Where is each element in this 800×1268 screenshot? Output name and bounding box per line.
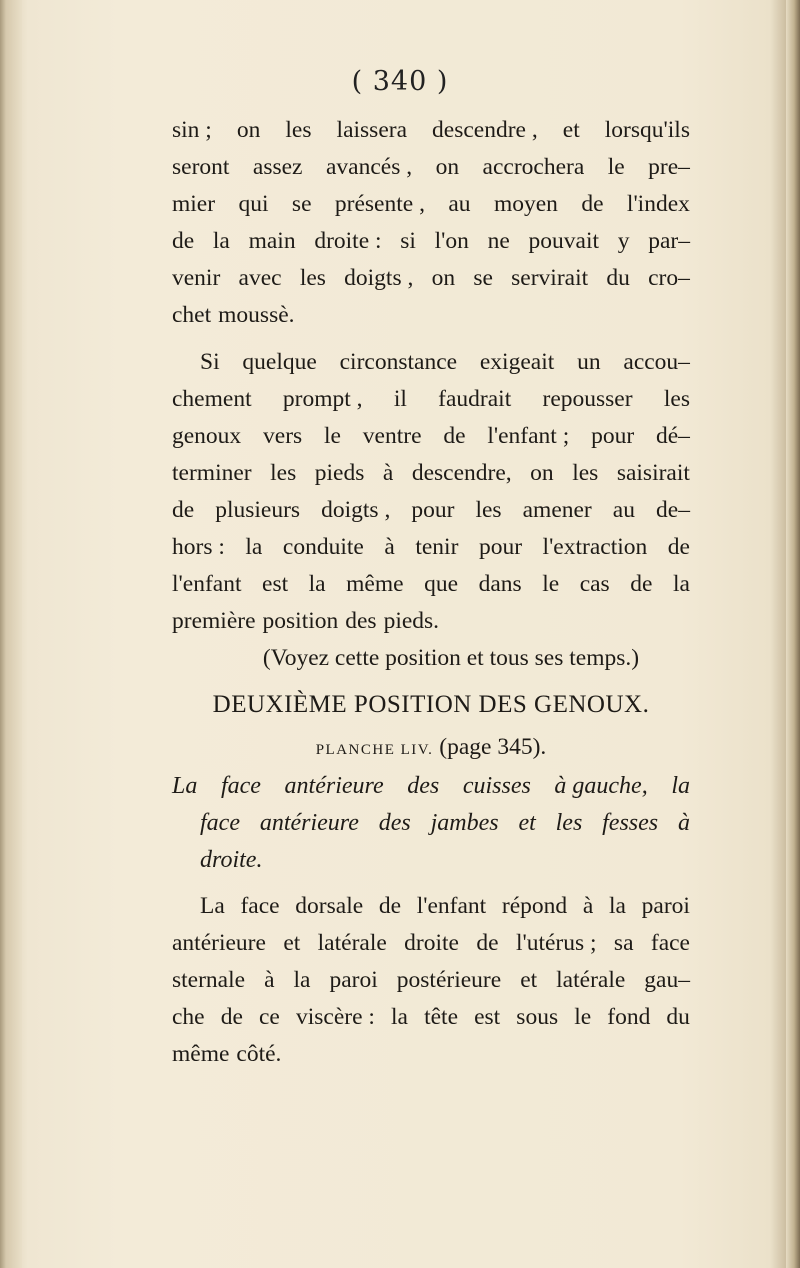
word: La bbox=[172, 773, 198, 799]
page-right-edge bbox=[786, 0, 800, 1268]
word: fesses bbox=[602, 810, 659, 836]
text-line bbox=[172, 1036, 690, 1073]
word: les bbox=[555, 810, 583, 836]
word: pouvait bbox=[528, 228, 600, 254]
word: il bbox=[393, 386, 407, 412]
word: viscère : bbox=[295, 1004, 375, 1030]
word: présente , bbox=[334, 191, 425, 217]
word: et bbox=[283, 930, 301, 956]
word: la bbox=[391, 1004, 408, 1030]
word: face bbox=[220, 773, 261, 799]
text-line bbox=[172, 455, 690, 492]
word: sous bbox=[516, 1004, 559, 1030]
word: droite : bbox=[314, 228, 382, 254]
word: la bbox=[245, 534, 263, 560]
word: par– bbox=[648, 228, 690, 254]
page-body bbox=[172, 112, 690, 1073]
word: accou– bbox=[623, 349, 690, 375]
text-line bbox=[172, 566, 690, 603]
word: droite. bbox=[200, 847, 263, 873]
italic-description bbox=[172, 767, 690, 878]
word: vers bbox=[263, 423, 303, 449]
word: le bbox=[574, 1004, 592, 1030]
page-number: ( 340 ) bbox=[351, 66, 449, 97]
word: la bbox=[293, 967, 311, 993]
page-reference: (page 345). bbox=[439, 734, 547, 760]
word: au bbox=[612, 497, 635, 523]
word: et bbox=[518, 810, 536, 836]
word: tête bbox=[424, 1004, 458, 1030]
word: de bbox=[220, 1004, 243, 1030]
text-line bbox=[172, 767, 690, 804]
word: hors : bbox=[172, 534, 225, 560]
word: ne bbox=[487, 228, 510, 254]
word: avec bbox=[238, 265, 282, 291]
word: des bbox=[378, 810, 411, 836]
word: dans bbox=[478, 571, 522, 597]
word: de bbox=[443, 423, 466, 449]
word: fond bbox=[607, 1004, 651, 1030]
word: descendre , bbox=[432, 117, 538, 143]
paragraph-2 bbox=[172, 344, 690, 640]
word: sa bbox=[613, 930, 634, 956]
see-note: (Voyez cette position et tous ses temps.) bbox=[262, 645, 640, 671]
word: la bbox=[671, 773, 690, 799]
text-line bbox=[172, 603, 690, 640]
word: du bbox=[666, 1004, 690, 1030]
word: de bbox=[378, 893, 402, 919]
word: la bbox=[212, 228, 230, 254]
word: à bbox=[384, 534, 395, 560]
word: droite bbox=[404, 930, 459, 956]
text-line bbox=[172, 260, 690, 297]
word: si bbox=[400, 228, 416, 254]
word: est bbox=[474, 1004, 501, 1030]
word: face bbox=[650, 930, 690, 956]
word: à bbox=[582, 893, 594, 919]
text-line bbox=[172, 186, 690, 223]
word: de bbox=[172, 497, 195, 523]
word: première bbox=[172, 608, 256, 634]
word: cro– bbox=[648, 265, 690, 291]
word: le bbox=[324, 423, 341, 449]
word: repousser bbox=[542, 386, 633, 412]
plate-reference bbox=[172, 727, 690, 767]
word: y bbox=[617, 228, 630, 254]
word: main bbox=[248, 228, 296, 254]
word: on bbox=[431, 265, 456, 291]
word: ventre bbox=[362, 423, 422, 449]
word: faudrait bbox=[438, 386, 512, 412]
word: accrochera bbox=[482, 154, 585, 180]
word: des bbox=[407, 773, 440, 799]
word: cas bbox=[579, 571, 610, 597]
word: dorsale bbox=[295, 893, 364, 919]
word: l'extraction bbox=[542, 534, 648, 560]
word: à bbox=[382, 460, 394, 486]
word: moyen bbox=[493, 191, 558, 217]
word: à bbox=[677, 810, 690, 836]
word: terminer bbox=[172, 460, 252, 486]
word: face bbox=[240, 893, 280, 919]
word: l'enfant bbox=[172, 571, 242, 597]
word: servirait bbox=[511, 265, 589, 291]
word: l'enfant ; bbox=[487, 423, 570, 449]
word: à gauche, bbox=[554, 773, 648, 799]
word: pieds bbox=[314, 460, 365, 486]
word: doigts , bbox=[344, 265, 414, 291]
word: la bbox=[308, 571, 326, 597]
text-line bbox=[172, 344, 690, 381]
word: saisirait bbox=[616, 460, 690, 486]
word: pour bbox=[478, 534, 523, 560]
text-line bbox=[172, 999, 690, 1036]
text-line bbox=[172, 418, 690, 455]
word: l'utérus ; bbox=[515, 930, 597, 956]
text-line bbox=[172, 492, 690, 529]
word: pour bbox=[411, 497, 455, 523]
word: che bbox=[172, 1004, 205, 1030]
word: chement bbox=[172, 386, 252, 412]
section-heading: DEUXIÈME POSITION DES GENOUX. bbox=[212, 691, 650, 718]
text-line bbox=[172, 888, 690, 925]
word: que bbox=[424, 571, 459, 597]
word: paroi bbox=[329, 967, 378, 993]
word: l'index bbox=[626, 191, 690, 217]
word: de bbox=[172, 228, 195, 254]
word: La bbox=[200, 893, 225, 919]
word: un bbox=[577, 349, 601, 375]
page-left-edge bbox=[0, 0, 22, 1268]
word: latérale bbox=[317, 930, 387, 956]
word: quelque bbox=[242, 349, 317, 375]
text-line bbox=[172, 529, 690, 566]
word: conduite bbox=[282, 534, 364, 560]
word: chet bbox=[172, 302, 212, 328]
word: ce bbox=[259, 1004, 280, 1030]
word: seront bbox=[172, 154, 230, 180]
text-line bbox=[172, 841, 690, 878]
word: les bbox=[270, 460, 297, 486]
word: au bbox=[448, 191, 471, 217]
word: exigeait bbox=[479, 349, 555, 375]
word: dé– bbox=[655, 423, 690, 449]
word: de bbox=[630, 571, 653, 597]
word: les bbox=[285, 117, 312, 143]
word: pieds. bbox=[383, 608, 440, 634]
word: côté. bbox=[236, 1041, 282, 1067]
word: l'enfant bbox=[416, 893, 487, 919]
word: face bbox=[200, 810, 240, 836]
word: le bbox=[542, 571, 560, 597]
word: circonstance bbox=[339, 349, 458, 375]
word: la bbox=[608, 893, 626, 919]
word: le bbox=[607, 154, 625, 180]
word: plusieurs bbox=[215, 497, 301, 523]
word: des bbox=[345, 608, 377, 634]
word: qui bbox=[238, 191, 269, 217]
word: descendre, bbox=[411, 460, 512, 486]
word: pour bbox=[591, 423, 635, 449]
word: on bbox=[530, 460, 554, 486]
text-line bbox=[172, 297, 690, 334]
word: lorsqu'ils bbox=[604, 117, 690, 143]
text-line bbox=[172, 112, 690, 149]
word: de bbox=[476, 930, 499, 956]
word: antérieure bbox=[284, 773, 384, 799]
paragraph-3 bbox=[172, 888, 690, 1073]
word: Si bbox=[200, 349, 220, 375]
text-line bbox=[172, 925, 690, 962]
text-line bbox=[172, 962, 690, 999]
word: paroi bbox=[641, 893, 690, 919]
word: latérale bbox=[556, 967, 626, 993]
paragraph-1 bbox=[172, 112, 690, 334]
word: cuisses bbox=[462, 773, 531, 799]
word: position bbox=[262, 608, 339, 634]
word: moussè. bbox=[218, 302, 295, 328]
word: de– bbox=[656, 497, 690, 523]
word: les bbox=[572, 460, 599, 486]
word: amener bbox=[522, 497, 592, 523]
word: sternale bbox=[172, 967, 246, 993]
word: à bbox=[264, 967, 275, 993]
word: se bbox=[291, 191, 312, 217]
word: avancés , bbox=[325, 154, 413, 180]
text-line bbox=[172, 223, 690, 260]
text-line bbox=[172, 381, 690, 418]
word: de bbox=[581, 191, 604, 217]
word: répond bbox=[501, 893, 568, 919]
word: se bbox=[473, 265, 493, 291]
word: les bbox=[475, 497, 502, 523]
word: antérieure bbox=[172, 930, 266, 956]
text-line bbox=[172, 804, 690, 841]
word: prompt , bbox=[282, 386, 363, 412]
word: tenir bbox=[415, 534, 459, 560]
word: pre– bbox=[648, 154, 690, 180]
word: de bbox=[667, 534, 690, 560]
word: venir bbox=[172, 265, 221, 291]
word: sin ; bbox=[172, 117, 212, 143]
word: doigts , bbox=[321, 497, 391, 523]
word: même bbox=[346, 571, 404, 597]
word: du bbox=[606, 265, 630, 291]
text-line bbox=[172, 149, 690, 186]
plate-label: PLANCHE LIV. bbox=[315, 742, 434, 758]
word: on bbox=[236, 117, 261, 143]
word: et bbox=[520, 967, 538, 993]
word: on bbox=[435, 154, 460, 180]
word: les bbox=[663, 386, 690, 412]
word: genoux bbox=[172, 423, 242, 449]
word: antérieure bbox=[259, 810, 359, 836]
word: jambes bbox=[430, 810, 499, 836]
word: la bbox=[672, 571, 690, 597]
word: mier bbox=[172, 191, 216, 217]
word: gau– bbox=[644, 967, 690, 993]
word: les bbox=[299, 265, 326, 291]
word: assez bbox=[252, 154, 303, 180]
word: postérieure bbox=[396, 967, 502, 993]
word: l'on bbox=[434, 228, 469, 254]
word: et bbox=[562, 117, 580, 143]
word: est bbox=[262, 571, 289, 597]
word: laissera bbox=[336, 117, 408, 143]
word: même bbox=[172, 1041, 230, 1067]
